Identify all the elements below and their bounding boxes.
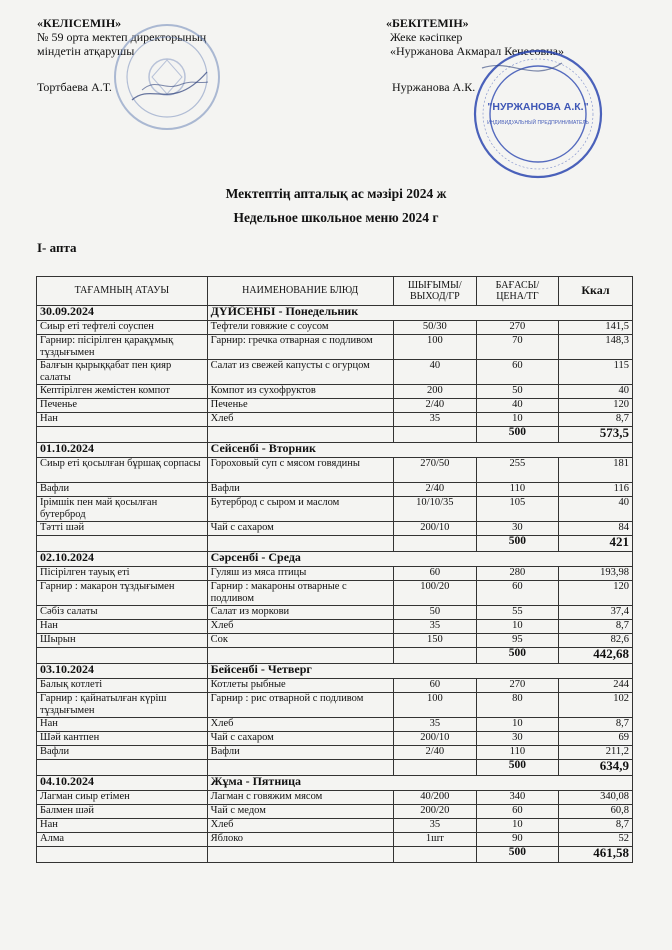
menu-table-body (37, 306, 633, 863)
dish-output: 2/40 (393, 483, 476, 497)
day-total-price: 500 (476, 760, 558, 776)
day-header-row (37, 552, 633, 567)
table-row (37, 399, 633, 413)
dish-kcal: 181 (558, 458, 632, 483)
dish-output: 40 (393, 360, 476, 385)
day-total-kcal: 634,9 (558, 760, 632, 776)
day-total-price: 500 (476, 427, 558, 443)
dish-output: 50 (393, 606, 476, 620)
dish-output: 200/10 (393, 732, 476, 746)
dish-name-kz: Шырын (37, 634, 208, 648)
dish-name-ru: Хлеб (207, 413, 393, 427)
dish-name-ru: Гарнир : макароны отварные с подливом (207, 581, 393, 606)
header-price: БАҒАСЫ/ ЦЕНА/ТГ (476, 277, 558, 306)
day-total-row (37, 648, 633, 664)
dish-output: 150 (393, 634, 476, 648)
dish-name-kz: Кептірілген жемістен компот (37, 385, 208, 399)
dish-price: 40 (476, 399, 558, 413)
table-row (37, 483, 633, 497)
day-name: Сейсенбі - Вторник (207, 443, 632, 458)
dish-name-kz: Тәтті шәй (37, 522, 208, 536)
table-row (37, 746, 633, 760)
table-row (37, 458, 633, 483)
dish-price: 10 (476, 718, 558, 732)
dish-price: 70 (476, 335, 558, 360)
dish-name-kz: Нан (37, 413, 208, 427)
table-row (37, 581, 633, 606)
header-dish-ru: НАИМЕНОВАНИЕ БЛЮД (207, 277, 393, 306)
table-row (37, 360, 633, 385)
approval-right-line2: «Нуржанова Акмарал Кенесовна» (390, 44, 564, 58)
day-name: ДҮЙСЕНБІ - Понедельник (207, 306, 632, 321)
total-empty-output (393, 847, 476, 863)
dish-output: 2/40 (393, 399, 476, 413)
dish-name-ru: Яблоко (207, 833, 393, 847)
day-header-row (37, 306, 633, 321)
dish-price: 105 (476, 497, 558, 522)
dish-kcal: 84 (558, 522, 632, 536)
dish-price: 340 (476, 791, 558, 805)
dish-output: 2/40 (393, 746, 476, 760)
table-row (37, 385, 633, 399)
dish-price: 80 (476, 693, 558, 718)
dish-price: 95 (476, 634, 558, 648)
dish-name-ru: Тефтели говяжие с соусом (207, 321, 393, 335)
dish-kcal: 40 (558, 385, 632, 399)
dish-price: 255 (476, 458, 558, 483)
dish-kcal: 8,7 (558, 819, 632, 833)
table-row (37, 693, 633, 718)
dish-name-ru: Чай с сахаром (207, 522, 393, 536)
dish-output: 60 (393, 679, 476, 693)
dish-kcal: 69 (558, 732, 632, 746)
week-label: I- апта (37, 240, 77, 255)
dish-output: 100 (393, 693, 476, 718)
dish-name-kz: Гарнир : қайнатылған күріш тұздығымен (37, 693, 208, 718)
table-row (37, 321, 633, 335)
dish-name-kz: Балмен шәй (37, 805, 208, 819)
dish-name-ru: Вафли (207, 483, 393, 497)
dish-name-kz: Ірімшік пен май қосылған бутерброд (37, 497, 208, 522)
dish-price: 270 (476, 679, 558, 693)
dish-kcal: 52 (558, 833, 632, 847)
day-total-kcal: 573,5 (558, 427, 632, 443)
table-row (37, 522, 633, 536)
dish-kcal: 211,2 (558, 746, 632, 760)
dish-output: 1шт (393, 833, 476, 847)
total-empty-output (393, 760, 476, 776)
total-empty-kz (37, 847, 208, 863)
dish-name-kz: Сәбіз салаты (37, 606, 208, 620)
approval-left-line1: № 59 орта мектеп директорының (37, 30, 207, 44)
dish-name-kz: Нан (37, 620, 208, 634)
dish-name-kz: Балғын қырыққабат пен қияр салаты (37, 360, 208, 385)
dish-name-kz: Сиыр еті тефтелі соуспен (37, 321, 208, 335)
header-output: ШЫҒЫМЫ/ ВЫХОД/ГР (393, 277, 476, 306)
dish-kcal: 193,98 (558, 567, 632, 581)
dish-name-ru: Лагман с говяжим мясом (207, 791, 393, 805)
day-header-row (37, 776, 633, 791)
dish-kcal: 60,8 (558, 805, 632, 819)
entrepreneur-stamp-icon (472, 48, 604, 180)
approval-right-signer: Нуржанова А.К. (392, 80, 476, 94)
dish-name-ru: Салат из свежей капусты с огурцом (207, 360, 393, 385)
dish-name-kz: Алма (37, 833, 208, 847)
dish-kcal: 82,6 (558, 634, 632, 648)
dish-output: 35 (393, 819, 476, 833)
day-total-price: 500 (476, 648, 558, 664)
dish-name-ru: Печенье (207, 399, 393, 413)
table-row (37, 732, 633, 746)
menu-title-ru: Недельное школьное меню 2024 г (233, 210, 439, 225)
dish-output: 35 (393, 413, 476, 427)
dish-price: 55 (476, 606, 558, 620)
header-kcal: Ккал (558, 277, 632, 306)
dish-name-kz: Вафли (37, 483, 208, 497)
day-total-row (37, 536, 633, 552)
dish-name-ru: Сок (207, 634, 393, 648)
menu-table (36, 276, 633, 863)
day-total-row (37, 427, 633, 443)
day-header-row (37, 443, 633, 458)
day-total-kcal: 461,58 (558, 847, 632, 863)
dish-kcal: 8,7 (558, 620, 632, 634)
dish-price: 60 (476, 360, 558, 385)
dish-name-ru: Чай с медом (207, 805, 393, 819)
dish-price: 10 (476, 819, 558, 833)
dish-price: 50 (476, 385, 558, 399)
dish-name-kz: Гарнир : макарон тұздығымен (37, 581, 208, 606)
dish-name-ru: Гуляш из мяса птицы (207, 567, 393, 581)
approval-left-line2: міндетін атқарушы (37, 44, 135, 58)
dish-price: 90 (476, 833, 558, 847)
table-row (37, 679, 633, 693)
dish-price: 10 (476, 413, 558, 427)
dish-name-ru: Бутерброд с сыром и маслом (207, 497, 393, 522)
dish-output: 60 (393, 567, 476, 581)
dish-price: 60 (476, 581, 558, 606)
school-seal-icon (112, 22, 222, 132)
table-row (37, 335, 633, 360)
day-name: Сәрсенбі - Среда (207, 552, 632, 567)
dish-name-ru: Хлеб (207, 718, 393, 732)
dish-name-kz: Гарнир: пісірілген қарақұмық тұздығымен (37, 335, 208, 360)
dish-name-ru: Вафли (207, 746, 393, 760)
table-row (37, 833, 633, 847)
dish-price: 30 (476, 522, 558, 536)
day-name: Бейсенбі - Четверг (207, 664, 632, 679)
dish-name-ru: Компот из сухофруктов (207, 385, 393, 399)
dish-kcal: 116 (558, 483, 632, 497)
table-header-row (37, 277, 633, 306)
dish-name-kz: Сиыр еті қосылған бұршақ сорпасы (37, 458, 208, 483)
approval-right-line1: Жеке кәсіпкер (390, 30, 463, 44)
dish-kcal: 340,08 (558, 791, 632, 805)
table-row (37, 791, 633, 805)
dish-kcal: 102 (558, 693, 632, 718)
dish-price: 280 (476, 567, 558, 581)
dish-output: 100 (393, 335, 476, 360)
day-date: 03.10.2024 (37, 664, 208, 679)
table-row (37, 718, 633, 732)
dish-name-ru: Котлеты рыбные (207, 679, 393, 693)
dish-name-kz: Шәй кантпен (37, 732, 208, 746)
total-empty-output (393, 536, 476, 552)
table-row (37, 497, 633, 522)
dish-kcal: 8,7 (558, 413, 632, 427)
menu-title-kz: Мектептің апталық ас мәзірі 2024 ж (225, 186, 447, 201)
dish-output: 35 (393, 718, 476, 732)
stamp-sub-text: ИНДИВИДУАЛЬНЫЙ ПРЕДПРИНИМАТЕЛЬ (487, 120, 589, 126)
dish-name-ru: Хлеб (207, 620, 393, 634)
day-date: 01.10.2024 (37, 443, 208, 458)
dish-output: 200 (393, 385, 476, 399)
dish-name-kz: Балық котлеті (37, 679, 208, 693)
dish-price: 110 (476, 746, 558, 760)
dish-output: 200/20 (393, 805, 476, 819)
dish-name-kz: Нан (37, 718, 208, 732)
dish-name-kz: Пісірілген тауық еті (37, 567, 208, 581)
dish-output: 100/20 (393, 581, 476, 606)
dish-name-kz: Лагман сиыр етімен (37, 791, 208, 805)
dish-output: 10/10/35 (393, 497, 476, 522)
day-total-kcal: 421 (558, 536, 632, 552)
approval-left-signer: Тортбаева А.Т. (37, 80, 112, 94)
dish-name-kz: Нан (37, 819, 208, 833)
total-empty-output (393, 648, 476, 664)
dish-output: 50/30 (393, 321, 476, 335)
day-date: 30.09.2024 (37, 306, 208, 321)
dish-kcal: 120 (558, 581, 632, 606)
dish-name-ru: Салат из моркови (207, 606, 393, 620)
dish-name-kz: Печенье (37, 399, 208, 413)
dish-output: 40/200 (393, 791, 476, 805)
dish-kcal: 141,5 (558, 321, 632, 335)
total-empty-output (393, 427, 476, 443)
dish-name-ru: Гарнир: гречка отварная с подливом (207, 335, 393, 360)
dish-output: 200/10 (393, 522, 476, 536)
dish-price: 270 (476, 321, 558, 335)
day-date: 02.10.2024 (37, 552, 208, 567)
dish-price: 30 (476, 732, 558, 746)
dish-name-ru: Хлеб (207, 819, 393, 833)
table-row (37, 413, 633, 427)
table-row (37, 620, 633, 634)
day-total-price: 500 (476, 847, 558, 863)
approval-left-title: «КЕЛІСЕМІН» (37, 16, 122, 30)
dish-name-kz: Вафли (37, 746, 208, 760)
dish-kcal: 115 (558, 360, 632, 385)
day-name: Жұма - Пятница (207, 776, 632, 791)
total-empty-ru (207, 847, 393, 863)
table-row (37, 805, 633, 819)
table-row (37, 567, 633, 581)
dish-kcal: 40 (558, 497, 632, 522)
dish-name-ru: Гарнир : рис отварной с подливом (207, 693, 393, 718)
day-header-row (37, 664, 633, 679)
header-dish-kz: ТАҒАМНЫҢ АТАУЫ (37, 277, 208, 306)
day-total-row (37, 847, 633, 863)
dish-price: 110 (476, 483, 558, 497)
dish-price: 10 (476, 620, 558, 634)
day-date: 04.10.2024 (37, 776, 208, 791)
day-total-kcal: 442,68 (558, 648, 632, 664)
table-row (37, 634, 633, 648)
dish-output: 270/50 (393, 458, 476, 483)
dish-kcal: 244 (558, 679, 632, 693)
table-row (37, 606, 633, 620)
table-row (37, 819, 633, 833)
dish-price: 60 (476, 805, 558, 819)
dish-kcal: 8,7 (558, 718, 632, 732)
dish-kcal: 120 (558, 399, 632, 413)
dish-output: 35 (393, 620, 476, 634)
day-total-price: 500 (476, 536, 558, 552)
dish-kcal: 148,3 (558, 335, 632, 360)
dish-kcal: 37,4 (558, 606, 632, 620)
stamp-center-text: "НУРЖАНОВА А.К." (487, 101, 589, 113)
day-total-row (37, 760, 633, 776)
dish-name-ru: Гороховый суп с мясом говядины (207, 458, 393, 483)
approval-right-title: «БЕКІТЕМІН» (386, 16, 469, 30)
dish-name-ru: Чай с сахаром (207, 732, 393, 746)
